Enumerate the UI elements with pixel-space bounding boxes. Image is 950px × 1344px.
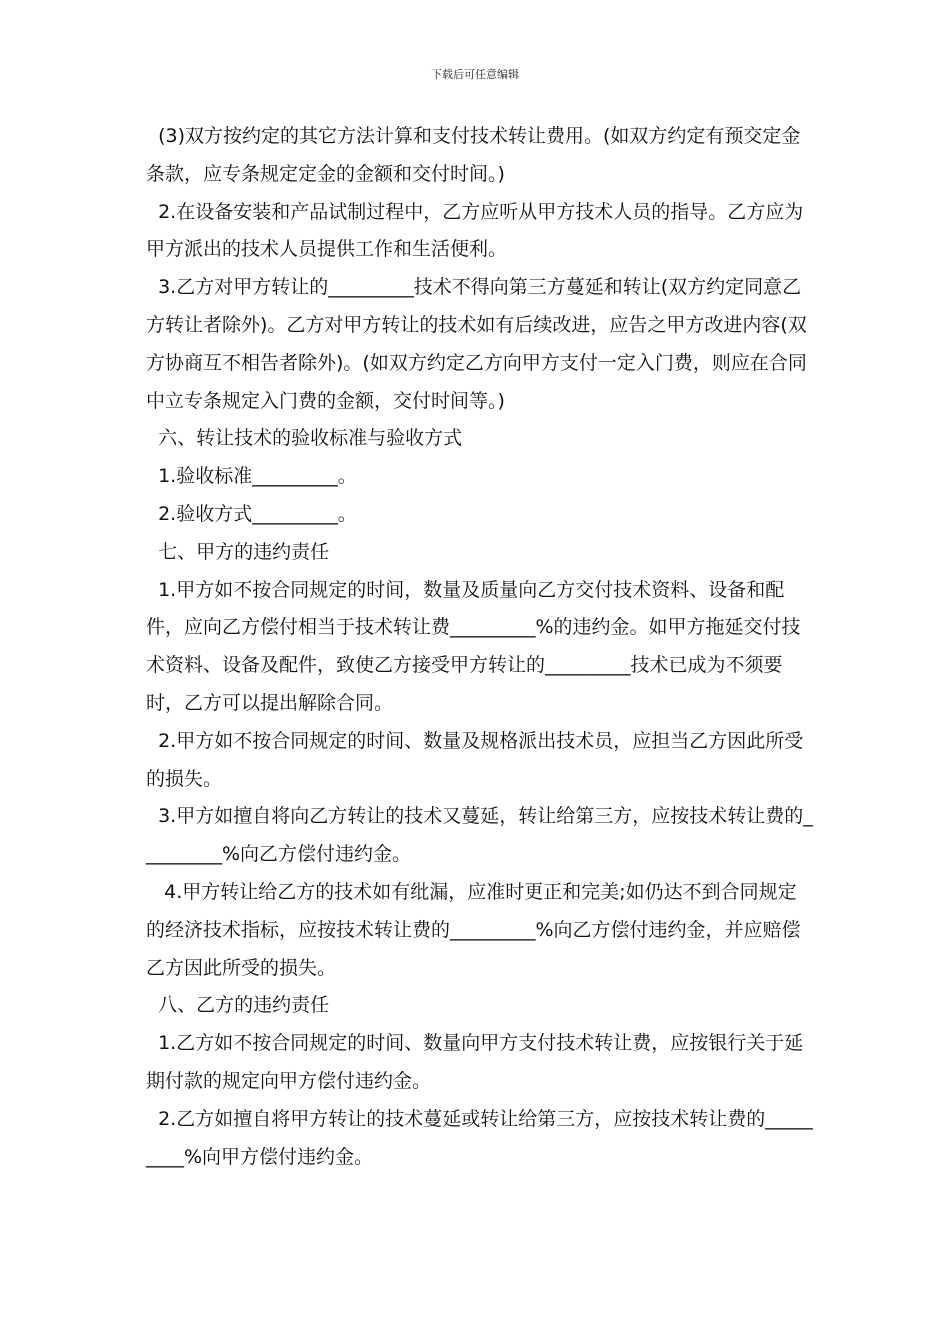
paragraph-party-a-liability-2: 2.甲方如不按合同规定的时间、数量及规格派出技术员，应担当乙方因此所受的损失。 [146,729,804,790]
paragraph-party-a-liability-4: 4.甲方转让给乙方的技术如有纰漏，应准时更正和完美;如仍达不到合同规定的经济技术指标，应按技术转让费的_________%向乙方偿付违约金，并应赔偿乙方因此所受的损失。 [146,880,801,979]
section-heading-party-a-liability: 七、甲方的违约责任 [146,540,330,563]
paragraph-party-b-liability-2: 2.乙方如擅自将甲方转让的技术蔓延或转让给第三方，应按技术转让费的_________%向甲方偿付违约金。 [146,1107,813,1168]
section-heading-acceptance: 六、转让技术的验收标准与验收方式 [146,427,463,450]
document-body [146,118,814,1176]
paragraph-acceptance-method: 2.验收方式_________。 [146,502,357,525]
paragraph-party-b-liability-1: 1.乙方如不按合同规定的时间、数量向甲方支付技术转让费，应按银行关于延期付款的规定向甲方偿付违约金。 [146,1032,804,1092]
page-header-note: 下载后可任意编辑 [431,68,519,81]
paragraph-acceptance-standard: 1.验收标准_________。 [146,465,357,488]
paragraph-no-transfer: 3.乙方对甲方转让的_________技术不得向第三方蔓延和转让(双方约定同意乙方转让者除外)。乙方对甲方转让的技术如有后续改进，应告之甲方改进内容(双方协商互不相告者除外)。(如双方约定乙方向甲方支付一定入门费，则应在合同中立专条规定入门费的金额，交付时间等。) [146,276,807,412]
paragraph-installation-guidance: 2.在设备安装和产品试制过程中，乙方应听从甲方技术人员的指导。乙方应为甲方派出的技术人员提供工作和生活便利。 [146,200,804,261]
paragraph-party-a-liability-1: 1.甲方如不按合同规定的时间，数量及质量向乙方交付技术资料、设备和配件，应向乙方偿付相当于技术转让费_________%的违约金。如甲方拖延交付技术资料、设备及配件，致使乙方接受甲方转让的_________技术已成为不须要时，乙方可以提出解除合同。 [146,578,801,714]
paragraph-party-a-liability-3: 3.甲方如擅自将向乙方转让的技术又蔓延，转让给第三方，应按技术转让费的_________%向乙方偿付违约金。 [146,805,813,866]
paragraph-payment-method: (3)双方按约定的其它方法计算和支付技术转让费用。(如双方约定有预交定金条款，应专条规定定金的金额和交付时间。) [146,125,801,185]
section-heading-party-b-liability: 八、乙方的违约责任 [146,994,330,1017]
